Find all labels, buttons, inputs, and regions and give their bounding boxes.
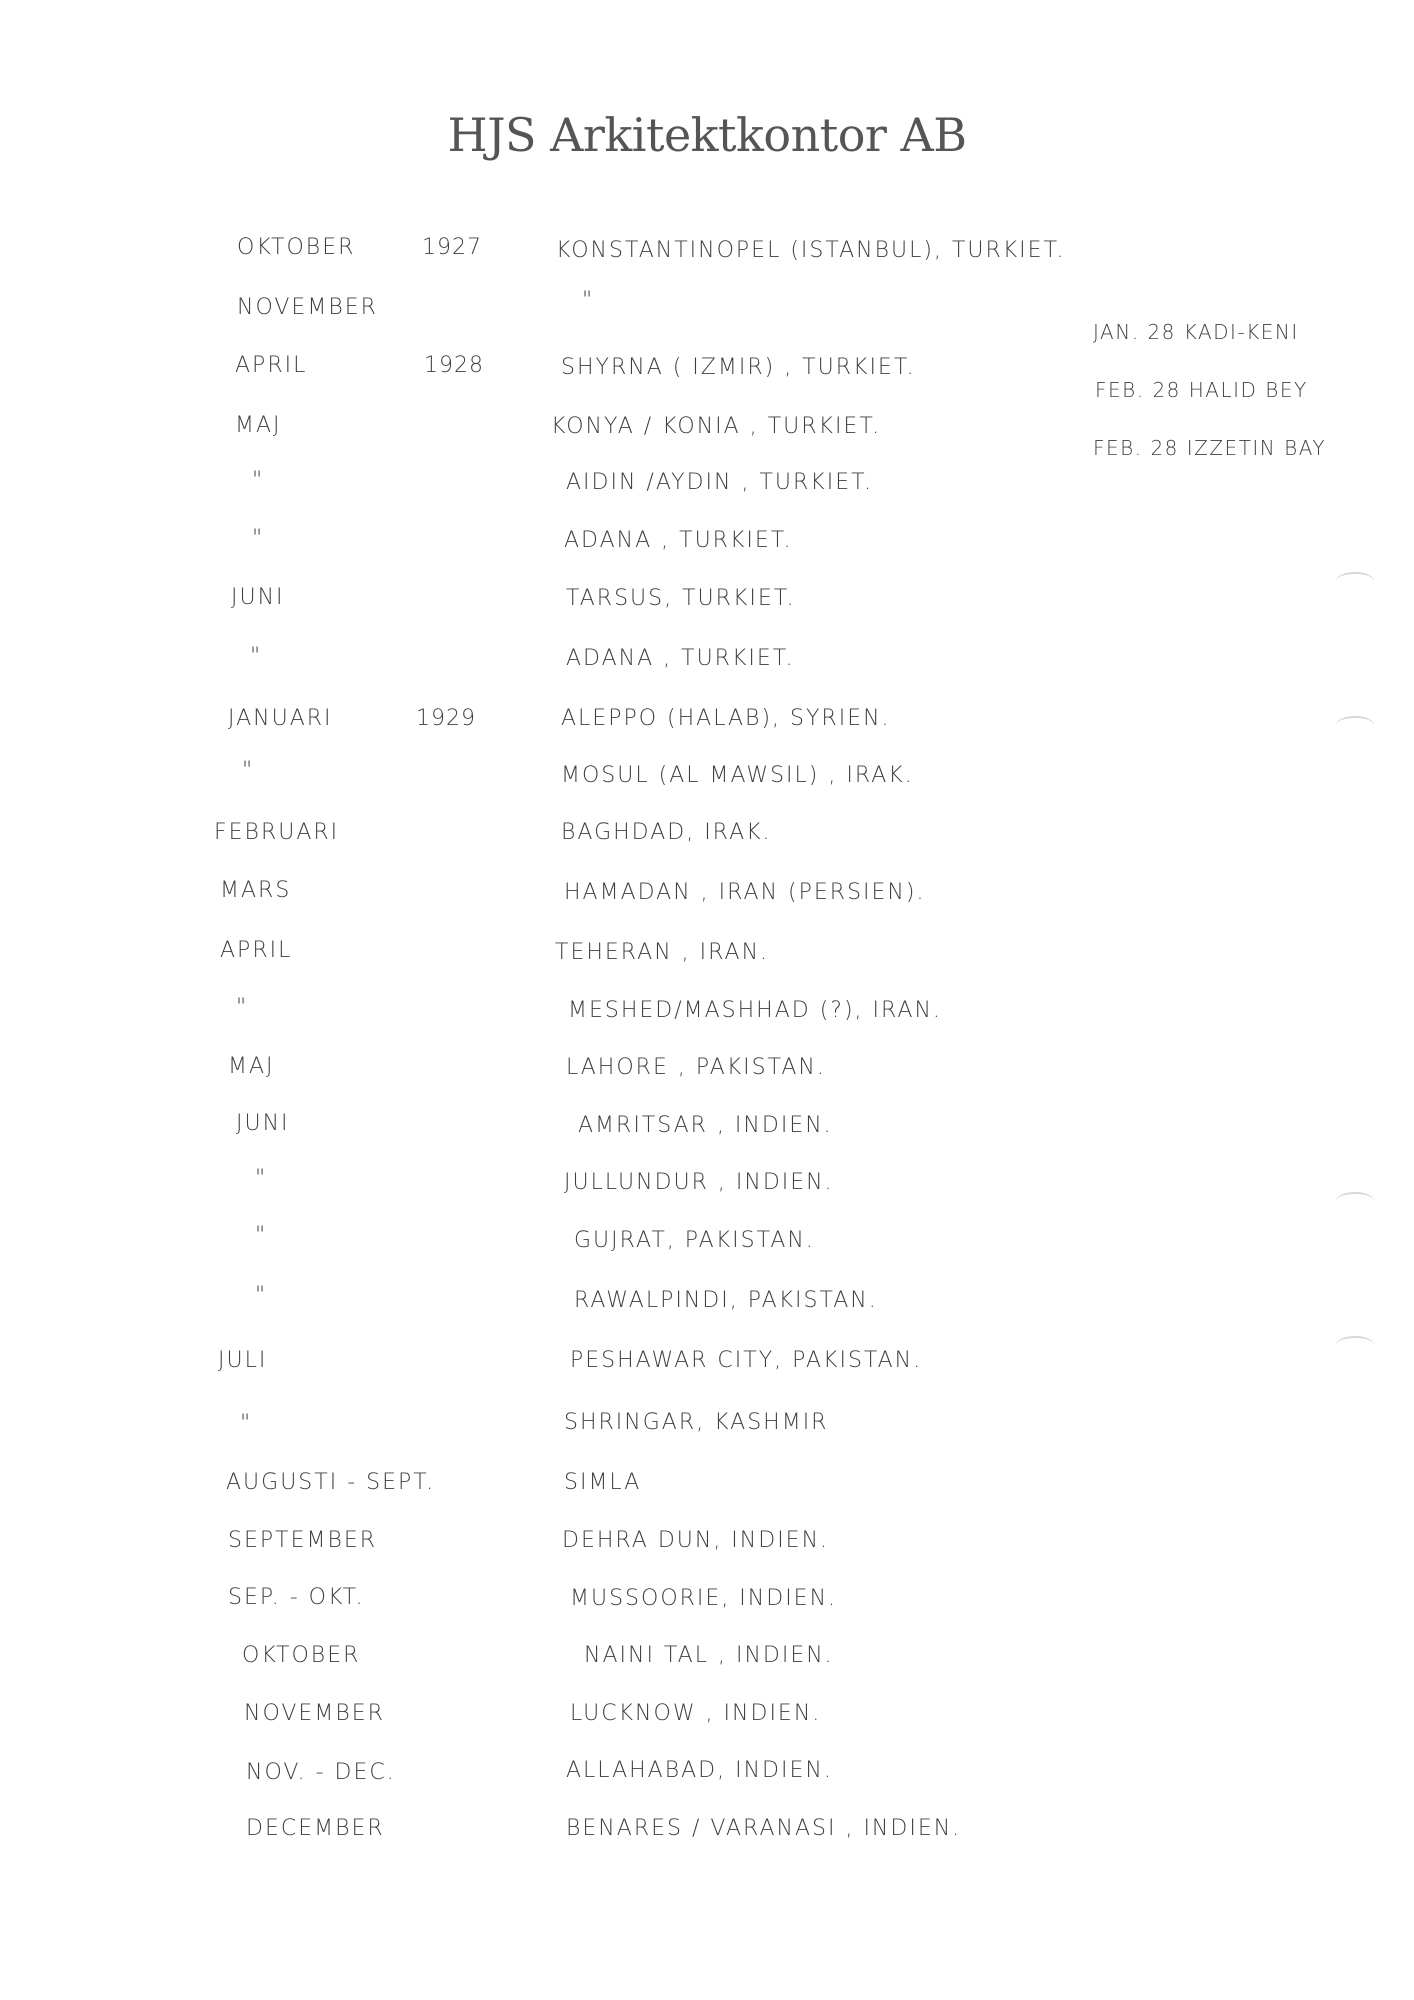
entry-date: JULI <box>218 1348 268 1373</box>
letterhead: HJS Arkitektkontor AB <box>447 108 967 162</box>
entry-date: SEPTEMBER <box>228 1528 378 1553</box>
entry-year: 1928 <box>424 353 484 378</box>
entry-place: BAGHDAD, IRAK. <box>561 820 772 845</box>
entry-date: JUNI <box>236 1111 290 1136</box>
entry-place: TEHERAN , IRAN. <box>555 940 770 965</box>
entry-place: MOSUL (AL MAWSIL) , IRAK. <box>561 763 914 788</box>
entry-date: " <box>236 995 249 1020</box>
entry-place: RAWALPINDI, PAKISTAN. <box>574 1288 878 1313</box>
entry-place: ALEPPO (HALAB), SYRIEN. <box>561 706 891 731</box>
entry-date: " <box>250 644 263 669</box>
entry-place: SHYRNA ( IZMIR) , TURKIET. <box>561 355 916 380</box>
entry-place: JULLUNDUR , INDIEN. <box>564 1170 834 1195</box>
entry-date: SEP. - OKT. <box>228 1585 365 1610</box>
entry-date: " <box>252 526 265 551</box>
entry-place: KONSTANTINOPEL (ISTANBUL), TURKIET. <box>556 238 1066 263</box>
entry-date: FEBRUARI <box>214 820 340 845</box>
binder-hole-mark <box>1336 572 1374 590</box>
entry-place: KONYA / KONIA , TURKIET. <box>551 414 882 439</box>
entry-year: 1929 <box>416 706 476 731</box>
entry-date: NOVEMBER <box>244 1701 385 1726</box>
entry-place: ALLAHABAD, INDIEN. <box>566 1758 833 1783</box>
entry-place: NAINI TAL , INDIEN. <box>584 1643 834 1668</box>
entry-place: AMRITSAR , INDIEN. <box>578 1113 833 1138</box>
entry-place: " <box>582 288 595 313</box>
side-note: FEB. 28 HALID BEY <box>1095 378 1308 402</box>
entry-place: MESHED/MASHHAD (?), IRAN. <box>568 998 942 1023</box>
entry-date: APRIL <box>220 938 293 963</box>
entry-place: TARSUS, TURKIET. <box>566 586 796 611</box>
entry-date: " <box>240 1411 253 1436</box>
entry-place: ADANA , TURKIET. <box>566 646 795 671</box>
entry-place: LAHORE , PAKISTAN. <box>566 1055 826 1080</box>
binder-hole-mark <box>1336 1192 1374 1210</box>
entry-date: OKTOBER <box>242 1643 361 1668</box>
binder-hole-mark <box>1336 716 1374 734</box>
entry-place: LUCKNOW , INDIEN. <box>570 1701 822 1726</box>
entry-date: AUGUSTI - SEPT. <box>226 1470 436 1495</box>
entry-date: " <box>255 1283 268 1308</box>
entry-date: " <box>252 468 265 493</box>
entry-place: BENARES / VARANASI , INDIEN. <box>566 1816 962 1841</box>
entry-place: GUJRAT, PAKISTAN. <box>574 1228 815 1253</box>
binder-hole-mark <box>1336 1336 1374 1354</box>
entry-date: NOVEMBER <box>237 295 378 320</box>
entry-date: NOV. - DEC. <box>246 1760 396 1785</box>
entry-year: 1927 <box>422 235 482 260</box>
entry-date: MAJ <box>228 1054 275 1079</box>
entry-date: " <box>255 1166 268 1191</box>
entry-date: MAJ <box>235 413 282 438</box>
entry-date: APRIL <box>235 353 308 378</box>
entry-place: ADANA , TURKIET. <box>564 528 793 553</box>
entry-date: JUNI <box>231 585 285 610</box>
side-note: JAN. 28 KADI-KENI <box>1093 320 1299 344</box>
entry-place: SHRINGAR, KASHMIR <box>564 1410 829 1435</box>
side-note: FEB. 28 IZZETIN BAY <box>1093 436 1327 460</box>
entry-date: MARS <box>220 878 292 903</box>
entry-place: SIMLA <box>564 1470 642 1495</box>
entry-date: DECEMBER <box>246 1816 385 1841</box>
entry-place: PESHAWAR CITY, PAKISTAN. <box>570 1348 923 1373</box>
entry-place: MUSSOORIE, INDIEN. <box>570 1586 838 1611</box>
entry-date: OKTOBER <box>237 235 356 260</box>
entry-date: " <box>242 758 255 783</box>
entry-date: " <box>255 1223 268 1248</box>
entry-date: JANUARI <box>228 706 333 731</box>
entry-place: AIDIN /AYDIN , TURKIET. <box>566 470 873 495</box>
entry-place: DEHRA DUN, INDIEN. <box>562 1528 830 1553</box>
entry-place: HAMADAN , IRAN (PERSIEN). <box>564 880 926 905</box>
